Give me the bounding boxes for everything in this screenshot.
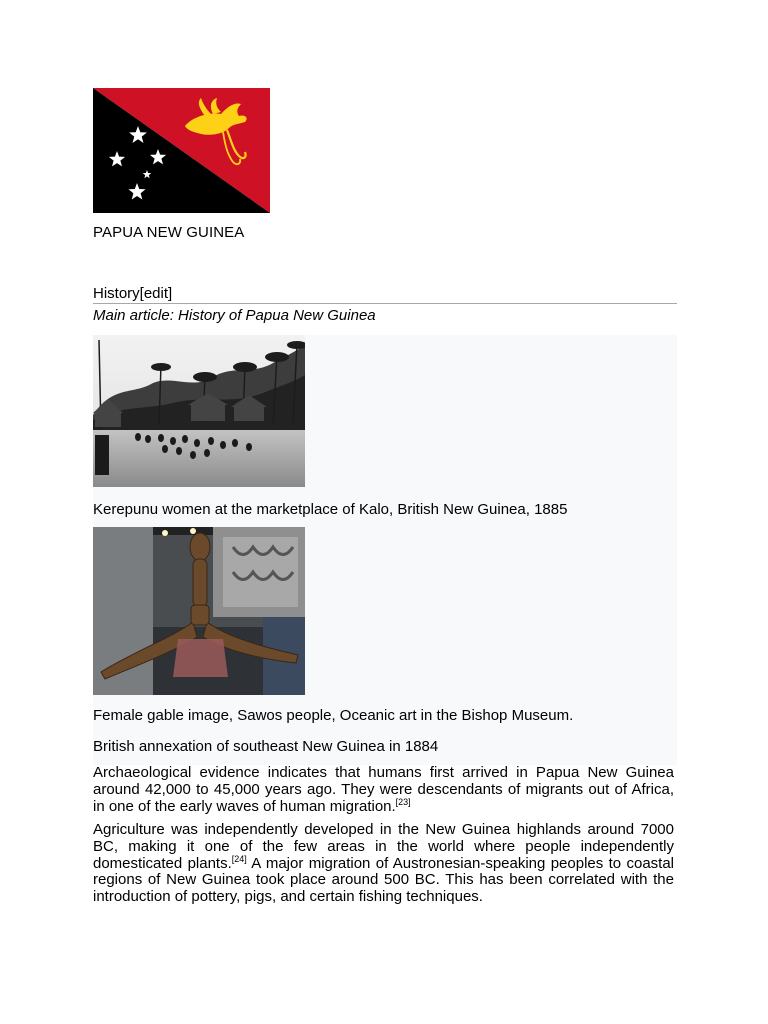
- image-caption: Female gable image, Sawos people, Oceanic art in the Bishop Museum.: [93, 707, 574, 724]
- image-caption: British annexation of southeast New Guinea in 1884: [93, 738, 439, 755]
- sawos-gable-image-photo: [93, 527, 305, 695]
- citation-link[interactable]: [23]: [395, 796, 411, 807]
- paragraph-agriculture: [93, 822, 674, 906]
- main-article-link[interactable]: Main article: History of Papua New Guinea: [93, 307, 376, 324]
- papua-new-guinea-flag: [93, 88, 270, 213]
- paragraph-text: Archaeological evidence indicates that humans first arrived in Papua New Guinea around 42,000 to 45,000 years ago. They were descendants of migrants out of Africa, in one of the early waves of human migration.: [93, 764, 674, 815]
- citation-link[interactable]: [24]: [231, 853, 247, 864]
- paragraph-text: A major migration of Austronesian-speaking peoples to coastal regions of New Guinea took place around 500 BC. This has been correlated with the introduction of pottery, pigs, and certain fishing techniques.: [93, 854, 674, 906]
- flag-image: [93, 88, 270, 213]
- heading-divider: [93, 303, 677, 304]
- gable-figure-photo-image: [93, 527, 305, 695]
- kerepunu-marketplace-photo: [93, 335, 305, 487]
- paragraph-archaeological-evidence: [93, 765, 674, 815]
- marketplace-photo-image: [93, 335, 305, 487]
- paragraph-text: Agriculture was independently developed in the New Guinea highlands around 7000 BC, making it one of the few areas in the world where people independently domesticated plants.: [93, 821, 674, 872]
- section-heading-history: History[edit]: [93, 285, 173, 302]
- country-name: PAPUA NEW GUINEA: [93, 224, 245, 241]
- image-caption: Kerepunu women at the marketplace of Kalo, British New Guinea, 1885: [93, 501, 568, 518]
